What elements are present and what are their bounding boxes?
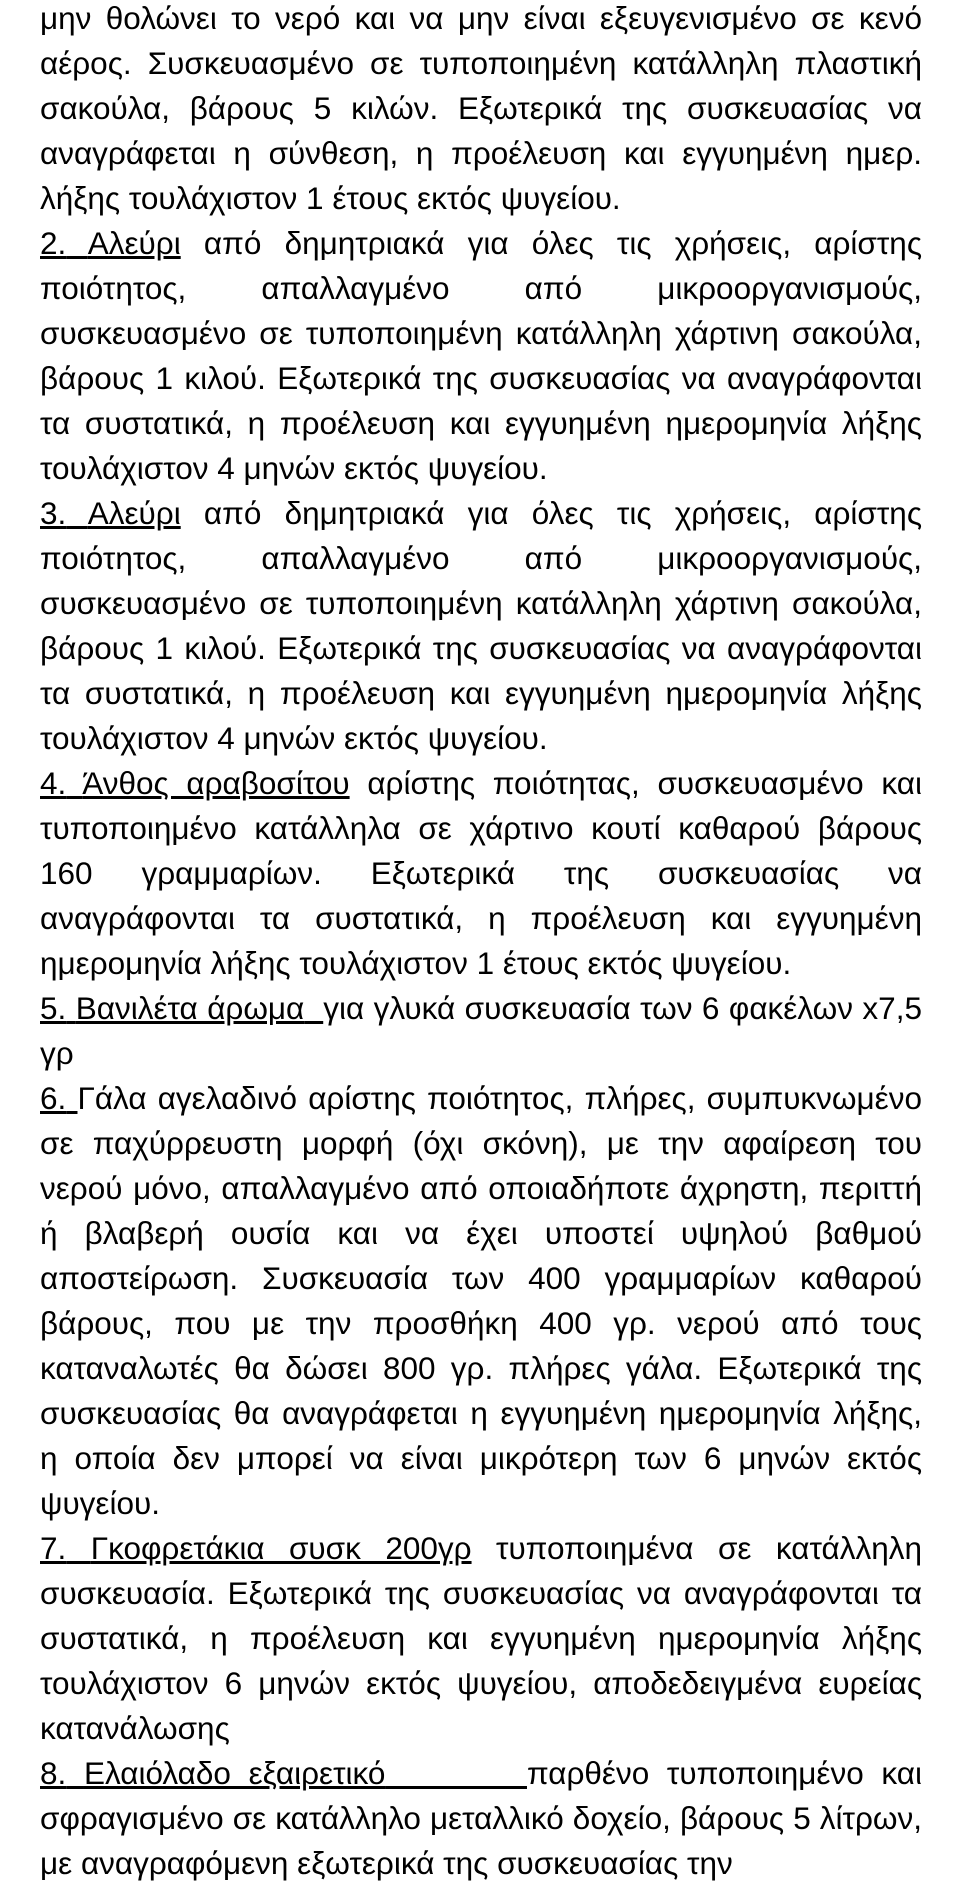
item-name: Άνθος αραβοσίτου [82, 765, 350, 801]
item-text: από δημητριακά για όλες τις χρήσεις, αρίστης ποιότητος, απαλλαγμένο από μικροοργανισμούς, συσκευασμένο σε τυποποιημένη κατάλληλη χάρτινη σακούλα, βάρους 1 κιλού. Εξωτερικά της συσκευασίας να αναγράφονται τα συστατικά, η προέλευση και εγγυημένη ημερομηνία λήξης τουλάχιστον 4 μηνών εκτός ψυγείου. [40, 225, 923, 486]
item-name: Ελαιόλαδο εξαιρετικό [83, 1755, 386, 1791]
item-spacer [66, 1080, 77, 1116]
lead-paragraph: μην θολώνει το νερό και να μην είναι εξευγενισμένο σε κενό αέρος. Συσκευασμένο σε τυποποιημένη κατάλληλη πλαστική σακούλα, βάρους 5 κιλών. Εξωτερικά της συσκευασίας να αναγράφεται η σύνθεση, η προέλευση και εγγυημένη ημερ. λήξης τουλάχιστον 1 έτους εκτός ψυγείου. [40, 0, 922, 216]
item-number: 2. [40, 225, 67, 261]
item-text: αρίστης ποιότητας, συσκευασμένο και τυποποιημένο κατάλληλα σε χάρτινο κουτί καθαρού βάρους 160 γραμμαρίων. Εξωτερικά της συσκευασίας να αναγράφονται τα συστατικά, η προέλευση και εγγυημένη ημερομηνία λήξης τουλάχιστον 1 έτους εκτός ψυγείου. [40, 765, 923, 981]
item-text: Γάλα αγελαδινό αρίστης ποιότητος, πλήρες, συμπυκνωμένο σε παχύρρευστη μορφή (όχι σκόνη), με την αφαίρεση του νερού μόνο, απαλλαγμένο από οποιαδήποτε άχρηστη, περιττή ή βλαβερή ουσία και να έχει υποστεί υψηλού βαθμού αποστείρωση. Συσκευασία των 400 γραμμαρίων καθαρού βάρους, που με την προσθήκη 400 γρ. νερού από τους καταναλωτές θα δώσει 800 γρ. πλήρες γάλα. Εξωτερικά της συσκευασίας θα αναγράφεται η εγγυημένη ημερομηνία λήξης, η οποία δεν μπορεί να είναι μικρότερη των 6 μηνών εκτός ψυγείου. [40, 1080, 922, 1521]
item-spacer [66, 495, 87, 531]
list-item [40, 1076, 922, 1526]
item-text: για γλυκά συσκευασία των 6 φακέλων x7,5 γρ [40, 990, 922, 1071]
item-underline-gap [304, 990, 323, 1026]
item-number: 7. [40, 1530, 67, 1566]
item-name: Αλεύρι [87, 495, 181, 531]
item-text: τυποποιημένα σε κατάλληλη συσκευασία. Εξωτερικά της συσκευασίας να αναγράφονται τα συστατικά, η προέλευση και εγγυημένη ημερομηνία λήξης τουλάχιστον 6 μηνών εκτός ψυγείου, αποδεδειγμένα ευρείας κατανάλωσης [40, 1530, 922, 1746]
item-number: 6. [40, 1080, 67, 1116]
list-item [40, 1751, 922, 1886]
item-number: 3. [40, 495, 67, 531]
item-spacer [66, 225, 87, 261]
item-spacer [66, 1755, 84, 1791]
list-item [40, 221, 922, 491]
item-underline-gap [385, 1755, 527, 1791]
item-number: 8. [40, 1755, 67, 1791]
item-spacer [66, 765, 82, 801]
list-item [40, 986, 922, 1076]
item-number: 4. [40, 765, 67, 801]
item-text: από δημητριακά για όλες τις χρήσεις, αρίστης ποιότητος, απαλλαγμένο από μικροοργανισμούς, συσκευασμένο σε τυποποιημένη κατάλληλη χάρτινη σακούλα, βάρους 1 κιλού. Εξωτερικά της συσκευασίας να αναγράφονται τα συστατικά, η προέλευση και εγγυημένη ημερομηνία λήξης τουλάχιστον 4 μηνών εκτός ψυγείου. [40, 495, 923, 756]
item-text: παρθένο τυποποιημένο και σφραγισμένο σε κατάλληλο μεταλλικό δοχείο, βάρους 5 λίτρων, με αναγραφόμενη εξωτερικά της συσκευασίας την [40, 1755, 923, 1881]
item-name: Αλεύρι [87, 225, 181, 261]
list-item [40, 1526, 922, 1751]
list-item [40, 491, 922, 761]
item-spacer [66, 990, 75, 1026]
item-name: Γκοφρετάκια συσκ 200γρ [90, 1530, 472, 1566]
list-item [40, 761, 922, 986]
item-number: 5. [40, 990, 67, 1026]
item-name: Βανιλέτα άρωμα [75, 990, 305, 1026]
item-spacer [66, 1530, 90, 1566]
